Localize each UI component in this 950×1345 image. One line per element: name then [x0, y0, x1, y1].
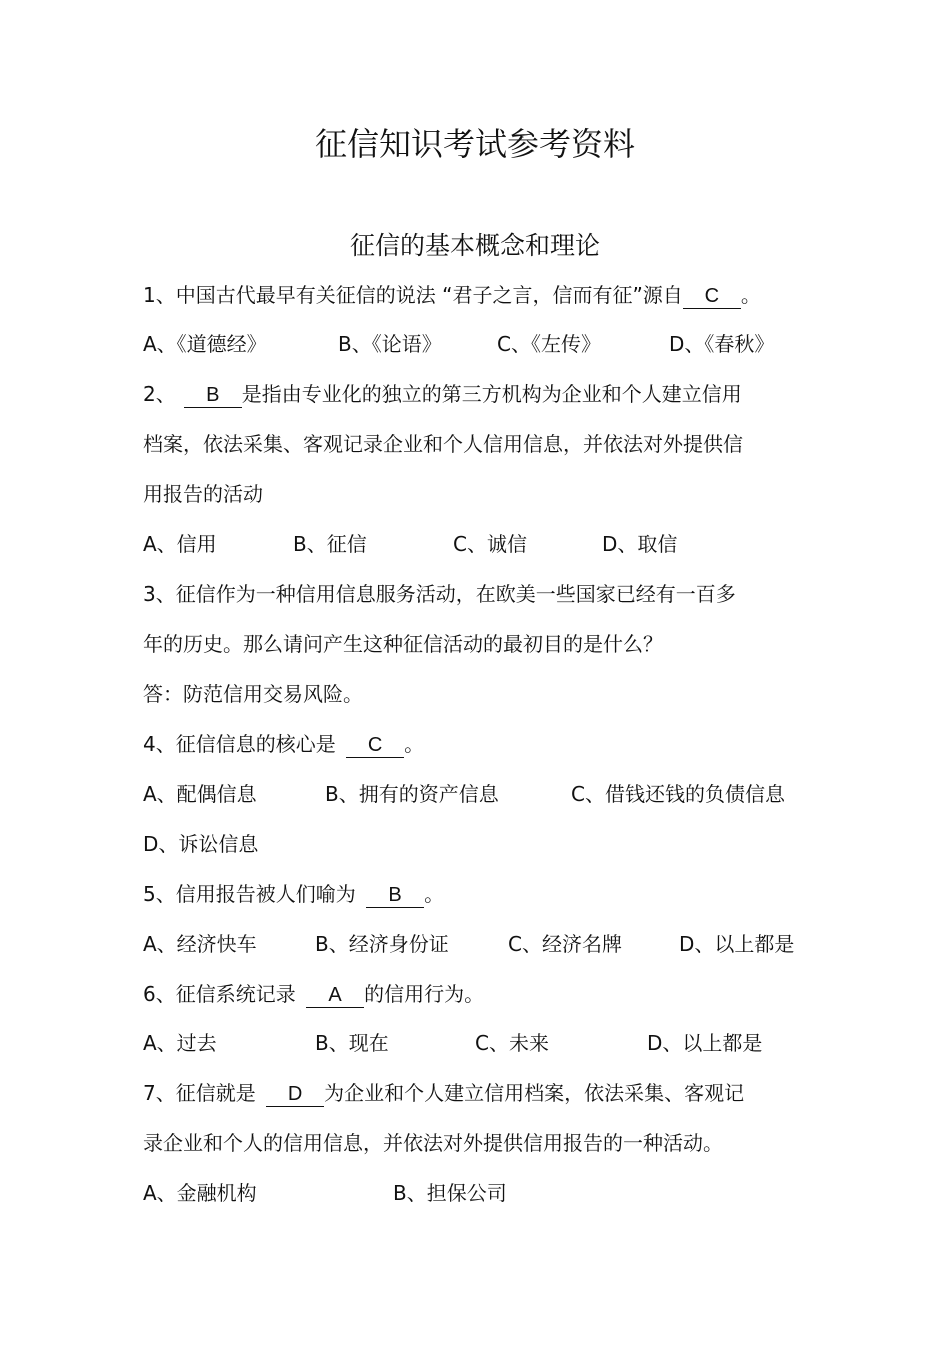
question-5-options — [143, 929, 843, 959]
question-5 — [143, 879, 444, 909]
question-5-answer: B — [366, 883, 424, 908]
question-1-text: 1、中国古代最早有关征信的说法 “君子之言，信而有征”源自 — [143, 283, 683, 307]
option-c: C、诚信 — [453, 532, 527, 556]
question-4 — [143, 729, 424, 759]
question-7-options — [143, 1178, 843, 1208]
question-5-end: 。 — [424, 882, 445, 906]
question-4-options — [143, 779, 843, 809]
question-2-line-3: 用报告的活动 — [143, 482, 263, 506]
question-3-line-1: 3、征信作为一种信用信息服务活动，在欧美一些国家已经有一百多 — [143, 582, 736, 606]
question-7-answer: D — [266, 1082, 324, 1107]
question-4-end: 。 — [404, 732, 425, 756]
question-4-option-d: D、诉讼信息 — [143, 832, 259, 856]
question-2 — [143, 379, 742, 409]
option-b: B、现在 — [315, 1031, 389, 1055]
question-2-prefix: 2、 — [143, 382, 176, 406]
option-d: D、《春秋》 — [669, 332, 775, 356]
option-a: A、《道德经》 — [143, 332, 267, 356]
option-a: A、过去 — [143, 1031, 217, 1055]
question-7-text: 7、征信就是 — [143, 1081, 263, 1105]
option-c: C、《左传》 — [497, 332, 601, 356]
option-c: C、借钱还钱的负债信息 — [571, 782, 785, 806]
question-5-text: 5、信用报告被人们喻为 — [143, 882, 363, 906]
option-b: B、担保公司 — [393, 1181, 507, 1205]
question-3-line-2: 年的历史。那么请问产生这种征信活动的最初目的是什么？ — [143, 632, 663, 656]
question-2-text: 是指由专业化的独立的第三方机构为企业和个人建立信用 — [241, 382, 742, 406]
option-d: D、以上都是 — [679, 932, 795, 956]
option-b: B、征信 — [293, 532, 367, 556]
option-a: A、配偶信息 — [143, 782, 257, 806]
question-2-options — [143, 529, 843, 559]
option-a: A、信用 — [143, 532, 217, 556]
option-b: B、经济身份证 — [315, 932, 449, 956]
option-a: A、金融机构 — [143, 1181, 257, 1205]
question-6-text: 6、征信系统记录 — [143, 982, 303, 1006]
question-2-answer: B — [184, 383, 242, 408]
question-3-answer: 答：防范信用交易风险。 — [143, 682, 363, 706]
option-d: D、取信 — [602, 532, 678, 556]
question-1-options — [143, 329, 843, 359]
document-title: 征信知识考试参考资料 — [314, 125, 635, 163]
option-c: C、未来 — [475, 1031, 549, 1055]
question-6-answer: A — [306, 983, 364, 1008]
option-b: B、拥有的资产信息 — [325, 782, 499, 806]
question-6-options — [143, 1028, 843, 1058]
question-4-answer: C — [346, 733, 404, 758]
question-1 — [143, 280, 761, 310]
question-6 — [143, 979, 484, 1009]
section-title: 征信的基本概念和理论 — [349, 231, 600, 260]
option-a: A、经济快车 — [143, 932, 257, 956]
question-4-text: 4、征信信息的核心是 — [143, 732, 343, 756]
question-7-text-1: 为企业和个人建立信用档案，依法采集、客观记 — [324, 1081, 745, 1105]
option-c: C、经济名牌 — [508, 932, 622, 956]
option-b: B、《论语》 — [338, 332, 442, 356]
question-7 — [143, 1078, 744, 1108]
question-1-end: 。 — [740, 283, 761, 307]
option-d: D、以上都是 — [647, 1031, 763, 1055]
question-2-line-2: 档案，依法采集、客观记录企业和个人信用信息，并依法对外提供信 — [143, 432, 743, 456]
question-6-end: 的信用行为。 — [364, 982, 485, 1006]
question-1-answer: C — [683, 284, 741, 309]
question-7-line-2: 录企业和个人的信用信息，并依法对外提供信用报告的一种活动。 — [143, 1131, 723, 1155]
